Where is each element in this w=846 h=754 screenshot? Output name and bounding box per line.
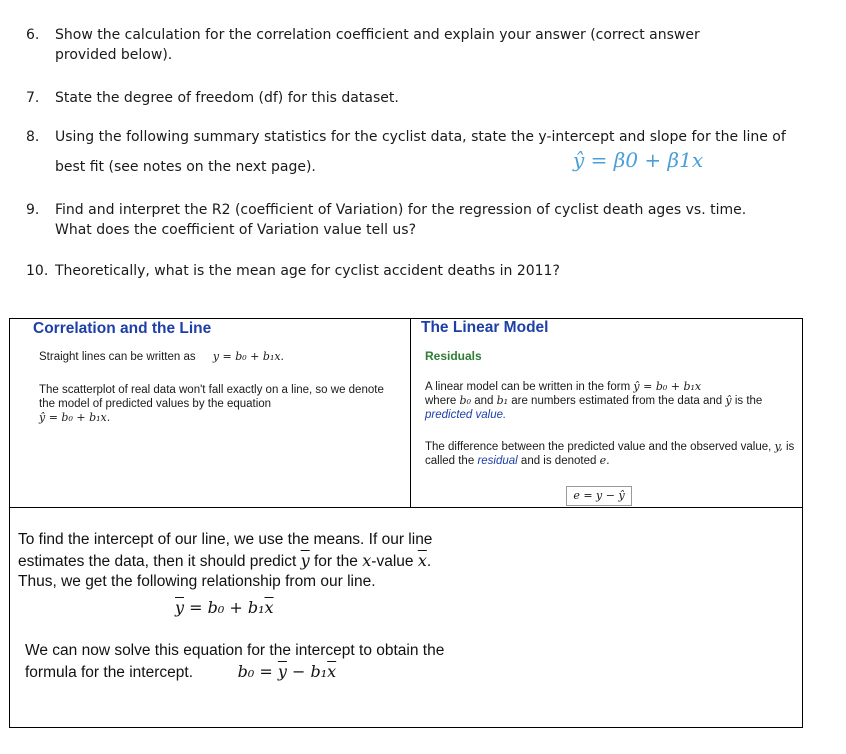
left-panel-line1 — [39, 350, 284, 364]
yhat-symbol: ŷ — [725, 394, 732, 407]
text: are numbers estimated from the data and — [511, 395, 723, 407]
b1-symbol: b₁ — [496, 394, 509, 407]
b0-symbol: b₀ — [459, 394, 471, 407]
xbar-symbol: $\overline{x}$ — [264, 598, 274, 617]
question-text: best fit (see notes on the next page). — [55, 159, 316, 175]
text: The difference between the predicted value and the observed value, — [425, 441, 772, 453]
question-text: Find and interpret the R2 (coefficient of Variation) for the regression of cyclist death ages vs. time. What does the coefficient of Variation value tell us? — [55, 202, 747, 238]
question-text: Show the calculation for the correlation coefficient and explain your answer (correct answer provided below). — [55, 27, 700, 63]
ybar-symbol: $\overline{y}$ — [300, 551, 310, 570]
line-equation: y = b₀ + b₁x. — [212, 350, 285, 363]
predicted-value-term: predicted value. — [425, 409, 507, 421]
residual-term: residual — [477, 455, 518, 467]
bottom-paragraph-1 — [18, 529, 488, 572]
linear-model-equation: ŷ = b₀ + b₁x — [633, 380, 702, 393]
question-number: 8. — [26, 129, 40, 145]
mean-equation — [175, 597, 274, 619]
left-panel-title: Correlation and the Line — [33, 320, 212, 337]
text: . — [426, 553, 432, 570]
question-8 — [26, 127, 806, 147]
question-text: Theoretically, what is the mean age for cyclist accident deaths in 2011? — [55, 263, 560, 279]
text: for the — [313, 553, 358, 570]
right-panel-paragraph-1 — [425, 380, 797, 422]
question-10 — [26, 261, 806, 281]
residual-equation: e = y − ŷ — [566, 486, 632, 506]
residuals-subtitle: Residuals — [425, 349, 482, 363]
right-panel-paragraph-2 — [425, 440, 797, 468]
y-symbol: y, — [774, 440, 783, 453]
question-7 — [26, 88, 806, 108]
left-panel-paragraph — [39, 383, 399, 425]
left-line1-text: Straight lines can be written as — [39, 351, 196, 363]
question-text: Using the following summary statistics for the cyclist data, state the y-intercept and slope for the line of — [55, 129, 786, 145]
question-text: State the degree of freedom (df) for this dataset. — [55, 90, 399, 106]
ybar-symbol: $\overline{y}$ — [277, 662, 287, 681]
intercept-equation-lhs: b₀ = — [237, 662, 278, 681]
equation-part: = b₀ + b₁ — [184, 598, 265, 617]
bottom-paragraph-4 — [25, 661, 336, 683]
ybar-symbol: $\overline{y}$ — [175, 598, 185, 617]
question-number: 6. — [26, 27, 40, 43]
question-number: 7. — [26, 90, 40, 106]
regression-formula: ŷ = β0 + β1x — [573, 148, 704, 172]
e-symbol: e. — [599, 454, 610, 467]
panel-divider-horizontal — [9, 507, 802, 508]
equation-part: − b₁ — [286, 662, 328, 681]
predicted-equation: ŷ = b₀ + b₁x. — [39, 411, 111, 424]
text: is the — [734, 395, 763, 407]
text: To find the intercept of our line, we use the means. If our line estimates the data, then it should predict — [18, 531, 433, 570]
text: -value — [371, 553, 414, 570]
text: formula for the intercept. — [25, 664, 193, 681]
xbar-symbol: $\overline{x}$ — [417, 551, 427, 570]
left-para-text: The scatterplot of real data won't fall exactly on a line, so we denote the model of predicted values by the equation — [39, 384, 384, 410]
panel-divider-vertical — [410, 318, 411, 508]
question-9 — [26, 200, 806, 240]
xbar-symbol: $\overline{x}$ — [327, 662, 337, 681]
question-6 — [26, 25, 806, 65]
bottom-paragraph-2: Thus, we get the following relationship from our line. — [18, 573, 376, 590]
text: and is denoted — [520, 455, 597, 467]
text: is called the — [425, 441, 795, 467]
text: and — [474, 395, 494, 407]
right-panel-title: The Linear Model — [421, 319, 549, 336]
question-number: 9. — [26, 202, 40, 218]
x-symbol: x — [362, 551, 372, 570]
question-number: 10. — [26, 263, 49, 279]
text: where — [425, 395, 457, 407]
text: A linear model can be written in the form — [425, 381, 631, 393]
bottom-paragraph-3: We can now solve this equation for the intercept to obtain the — [25, 642, 445, 659]
